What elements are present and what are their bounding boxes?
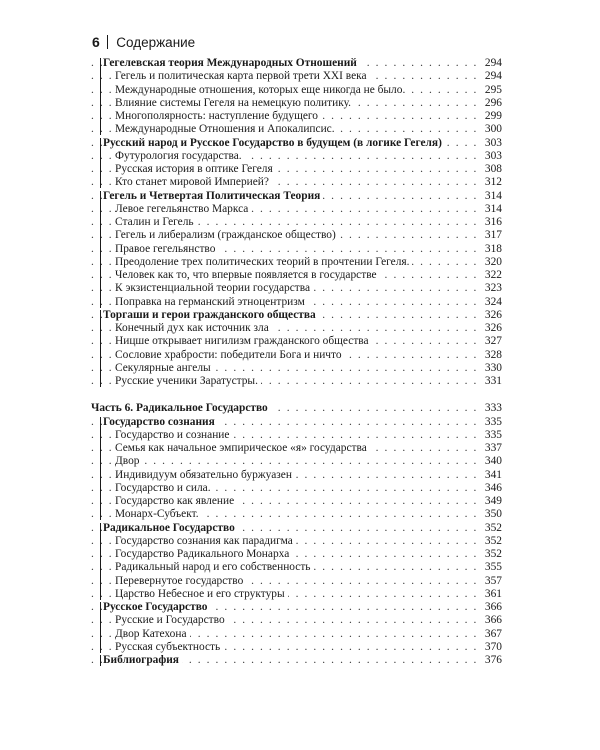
toc-page-number: 355 [482,561,502,574]
running-header [92,33,195,51]
running-title: Содержание [116,34,196,50]
toc-entry-title: Ницше открывает нигилизм гражданского общества [115,335,372,348]
toc-entry-title: Русское Государство [103,601,210,614]
toc-page-number: 318 [482,243,502,256]
toc-entry[interactable] [91,269,502,282]
toc-entry-title: Русский народ и Русское Государство в будущем (в логике Гегеля) [103,137,445,150]
toc-entry-title: Человек как то, что впервые появляется в государстве [115,269,380,282]
toc-page-number: 312 [482,176,502,189]
toc-entry[interactable] [91,575,502,588]
toc-entry-title: Государство и сознание [115,429,232,442]
toc-entry-title: Сталин и Гегель [115,216,197,229]
toc-entry-title: Индивидуум обязательно буржуазен [115,469,295,482]
toc-page-number: 341 [482,469,502,482]
toc-entry-title: Поправка на германский этноцентризм [115,296,308,309]
toc-entry-title: Часть 6. Радикальное Государство [91,402,271,415]
section-bracket-line [100,602,101,653]
toc-entry-title: Радикальный народ и его собственность [115,561,314,574]
toc-entry-title: Монарх-Субъект. [115,508,202,521]
section-bracket-line [100,655,101,666]
toc-page-number: 317 [482,229,502,242]
toc-page-number: 352 [482,535,502,548]
toc-entry[interactable] [91,322,502,335]
header-divider [107,35,109,49]
toc-page-number: 295 [482,84,502,97]
toc-entry[interactable] [91,243,502,256]
toc-page-number: 352 [482,548,502,561]
toc-entry[interactable] [91,163,502,176]
toc-entry-title: Сословие храбрости: победители Бога и ничто [115,349,345,362]
toc-entry[interactable] [91,641,502,654]
toc-page-number: 299 [482,110,502,123]
toc-entry[interactable] [91,84,502,97]
toc-entry-title: Семья как начальное эмпирическое «я» государства [115,442,370,455]
section-bracket-line [100,523,101,600]
toc-entry-title: Футурология государства. [115,150,245,163]
toc-entry-title: Гегель и политическая карта первой трети XXI века [115,70,370,83]
toc-page-number: 308 [482,163,502,176]
toc-entry[interactable] [91,256,502,269]
toc-entry[interactable] [91,70,502,83]
toc-entry-title: Двор [115,455,142,468]
toc-page-number: 352 [482,522,502,535]
toc-entry-title: Библиография [103,654,182,667]
toc-entry-title: Влияние системы Гегеля на немецкую политику. [115,97,354,110]
toc-entry[interactable] [91,508,502,521]
toc-entry-title: Царство Небесное и его структуры [115,588,288,601]
toc-page-number: 333 [482,402,502,415]
toc-entry-title: Русские ученики Заратустры. [115,375,261,388]
toc-entry[interactable] [91,375,502,388]
toc-section[interactable] [91,137,502,150]
toc-section[interactable] [91,190,502,203]
toc-part[interactable] [91,402,502,415]
toc-page-number: 323 [482,282,502,295]
toc-section[interactable] [91,309,502,322]
toc-page-number: 366 [482,614,502,627]
toc-page-number: 326 [482,322,502,335]
toc-section[interactable] [91,654,502,667]
toc-page-number: 340 [482,455,502,468]
toc-entry-title: Кто станет мировой Империей? [115,176,272,189]
toc-entry-title: Государство сознания [103,416,218,429]
toc-entry-title: Радикальное Государство [103,522,238,535]
toc-entry-title: Секулярные ангелы [115,362,214,375]
toc-entry-title: Государство как явление [115,495,237,508]
toc-entry[interactable] [91,229,502,242]
toc-page-number: 349 [482,495,502,508]
toc-entry[interactable] [91,216,502,229]
toc-entry-title: Торгаши и герои гражданского общества [103,309,319,322]
dot-leader [91,455,502,468]
toc-entry-title: Международные Отношения и Апокалипсис. [115,123,338,136]
toc-page-number: 328 [482,349,502,362]
toc-page-number: 322 [482,269,502,282]
toc-entry[interactable] [91,482,502,495]
toc-page-number: 350 [482,508,502,521]
toc-entry-title: Гегель и либерализм (гражданское общество) [115,229,339,242]
toc-entry-title: Международные отношения, которых еще никогда не было. [115,84,408,97]
toc-page-number: 335 [482,416,502,429]
toc-page-number: 337 [482,442,502,455]
toc-entry[interactable] [91,455,502,468]
section-bracket-line [100,191,101,308]
toc-page-number: 294 [482,70,502,83]
toc-entry[interactable] [91,335,502,348]
table-of-contents [91,57,502,667]
toc-entry-title: Левое гегельянство Маркса [115,203,251,216]
toc-page-number: 367 [482,628,502,641]
toc-entry[interactable] [91,429,502,442]
toc-page-number: 324 [482,296,502,309]
page-number: 6 [92,34,100,50]
toc-section[interactable] [91,522,502,535]
toc-entry[interactable] [91,535,502,548]
toc-entry[interactable] [91,614,502,627]
toc-section[interactable] [91,601,502,614]
toc-entry[interactable] [91,349,502,362]
toc-entry-title: Государство и сила. [115,482,214,495]
section-bracket-line [100,138,101,188]
toc-entry[interactable] [91,110,502,123]
toc-page-number: 316 [482,216,502,229]
toc-entry[interactable] [91,97,502,110]
toc-entry[interactable] [91,588,502,601]
toc-entry-title: К экзистенциальной теории государства [115,282,313,295]
toc-page-number: 314 [482,203,502,216]
toc-entry-title: Государство Радикального Монарха [115,548,292,561]
toc-entry-title: Конечный дух как источник зла [115,322,272,335]
toc-entry[interactable] [91,469,502,482]
toc-page-number: 361 [482,588,502,601]
toc-entry-title: Многополярность: наступление будущего [115,110,321,123]
toc-entry-title: Русская субъектность [115,641,223,654]
toc-entry-title: Русская история в оптике Гегеля [115,163,276,176]
toc-entry[interactable] [91,548,502,561]
toc-page-number: 331 [482,375,502,388]
toc-page-number: 335 [482,429,502,442]
toc-page-number: 294 [482,57,502,70]
toc-entry[interactable] [91,150,502,163]
toc-page-number: 303 [482,137,502,150]
toc-entry-title: Перевернутое государство [115,575,246,588]
toc-page-number: 314 [482,190,502,203]
toc-page-number: 376 [482,654,502,667]
toc-entry[interactable] [91,561,502,574]
toc-entry-title: Русские и Государство [115,614,228,627]
toc-page-number: 357 [482,575,502,588]
toc-page-number: 320 [482,256,502,269]
section-bracket-line [100,310,101,387]
toc-entry-title: Гегель и Четвертая Политическая Теория [103,190,323,203]
toc-page-number: 346 [482,482,502,495]
toc-page-number: 303 [482,150,502,163]
toc-entry[interactable] [91,442,502,455]
toc-entry-title: Гегелевская теория Международных Отношений [103,57,360,70]
toc-entry[interactable] [91,203,502,216]
toc-entry[interactable] [91,123,502,136]
toc-entry[interactable] [91,176,502,189]
toc-entry[interactable] [91,362,502,375]
toc-entry-title: Правое гегельянство [115,243,218,256]
toc-entry[interactable] [91,628,502,641]
toc-entry[interactable] [91,495,502,508]
toc-section[interactable] [91,57,502,70]
toc-entry-title: Государство сознания как парадигма [115,535,296,548]
section-bracket-line [100,58,101,135]
toc-entry[interactable] [91,282,502,295]
part-gap [91,388,502,402]
toc-entry-title: Преодоление трех политических теорий в прочтении Гегеля. [115,256,412,269]
section-bracket-line [100,417,101,520]
toc-entry[interactable] [91,296,502,309]
toc-page-number: 330 [482,362,502,375]
toc-section[interactable] [91,416,502,429]
toc-page-number: 366 [482,601,502,614]
toc-page-number: 370 [482,641,502,654]
toc-page-number: 300 [482,123,502,136]
toc-entry-title: Двор Катехона [115,628,190,641]
toc-page-number: 296 [482,97,502,110]
toc-page-number: 326 [482,309,502,322]
toc-page-number: 327 [482,335,502,348]
